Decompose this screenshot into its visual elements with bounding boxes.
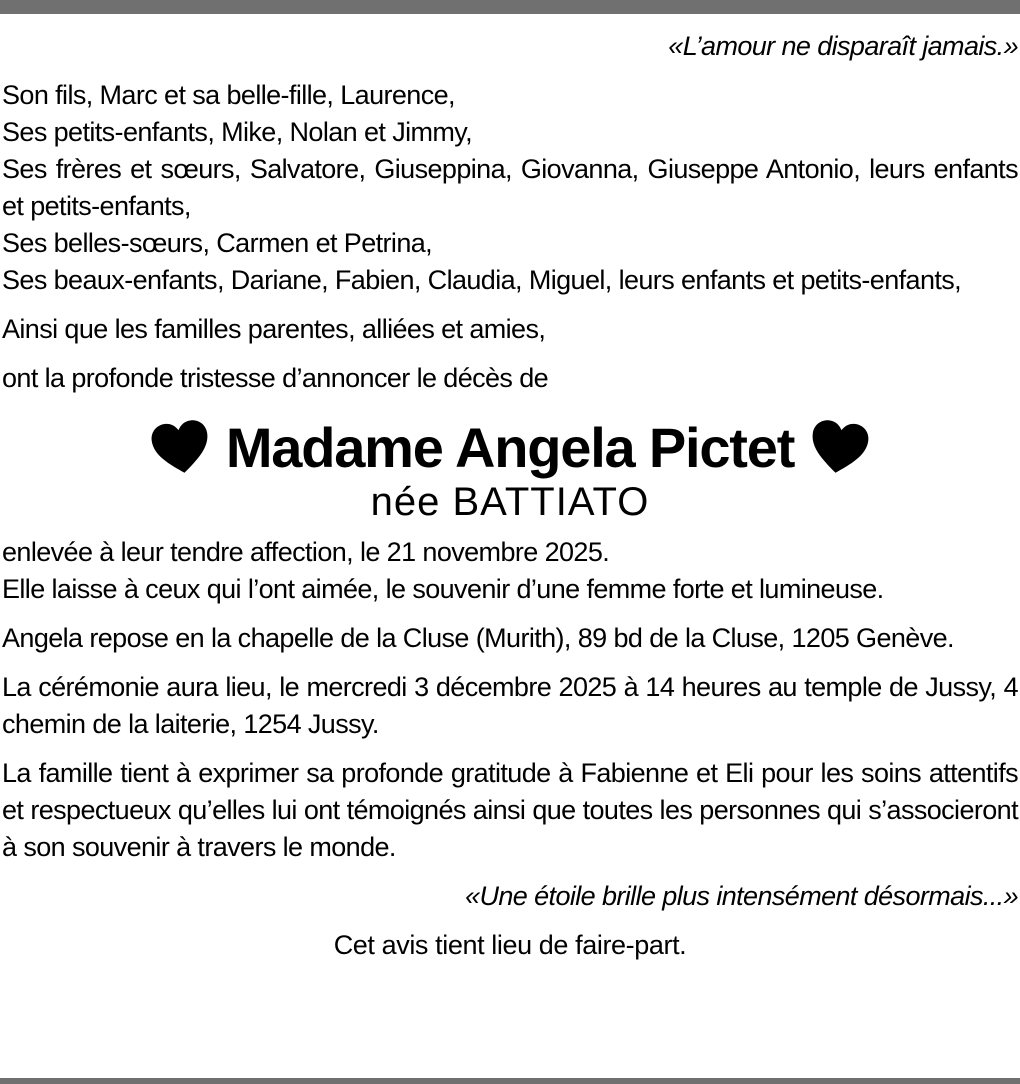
heart-icon — [808, 419, 870, 477]
gratitude: La famille tient à exprimer sa profonde gratitude à Fabienne et Eli pour les soins attentifs et respectueux qu’elles lui ont témoignés ainsi que toutes les personnes qui s’associeront à son souvenir à travers le monde. — [2, 758, 1018, 862]
rest-place: Angela repose en la chapelle de la Cluse (Murith), 89 bd de la Cluse, 1205 Genève. — [2, 623, 954, 653]
deceased-block — [2, 417, 1018, 524]
bottom-rule — [0, 1078, 1020, 1084]
epigraph-bottom: «Une étoile brille plus intensément désormais...» — [465, 881, 1018, 911]
deceased-name-row — [150, 417, 870, 479]
epigraph-top: «L’amour ne disparaît jamais.» — [668, 31, 1018, 61]
extended-family: Ainsi que les familles parentes, alliées et amies, — [2, 314, 546, 344]
family-line: Ses beaux-enfants, Dariane, Fabien, Claudia, Miguel, leurs enfants et petits-enfants, — [2, 265, 962, 295]
heart-icon — [150, 419, 212, 477]
family-list — [2, 77, 1018, 299]
family-line: Ses frères et sœurs, Salvatore, Giuseppina, Giovanna, Giuseppe Antonio, leurs enfants et petits-enfants, — [2, 154, 1018, 221]
passing-line: Elle laisse à ceux qui l’ont aimée, le souvenir d’une femme forte et lumineuse. — [2, 574, 884, 604]
top-rule — [0, 0, 1020, 14]
passing-line: enlevée à leur tendre affection, le 21 novembre 2025. — [2, 537, 610, 567]
passing-block — [2, 534, 1018, 608]
announcement: ont la profonde tristesse d’annoncer le décès de — [2, 363, 549, 393]
family-line: Ses petits-enfants, Mike, Nolan et Jimmy, — [2, 117, 473, 147]
closing-note: Cet avis tient lieu de faire-part. — [333, 930, 687, 960]
birth-name: née BATTIATO — [370, 480, 650, 524]
ceremony: La cérémonie aura lieu, le mercredi 3 décembre 2025 à 14 heures au temple de Jussy, 4 chemin de la laiterie, 1254 Jussy. — [2, 672, 1018, 739]
obituary-notice — [0, 28, 1020, 964]
family-line: Ses belles-sœurs, Carmen et Petrina, — [2, 228, 433, 258]
family-line: Son fils, Marc et sa belle-fille, Laurence, — [2, 80, 455, 110]
deceased-name: Madame Angela Pictet — [225, 416, 795, 479]
